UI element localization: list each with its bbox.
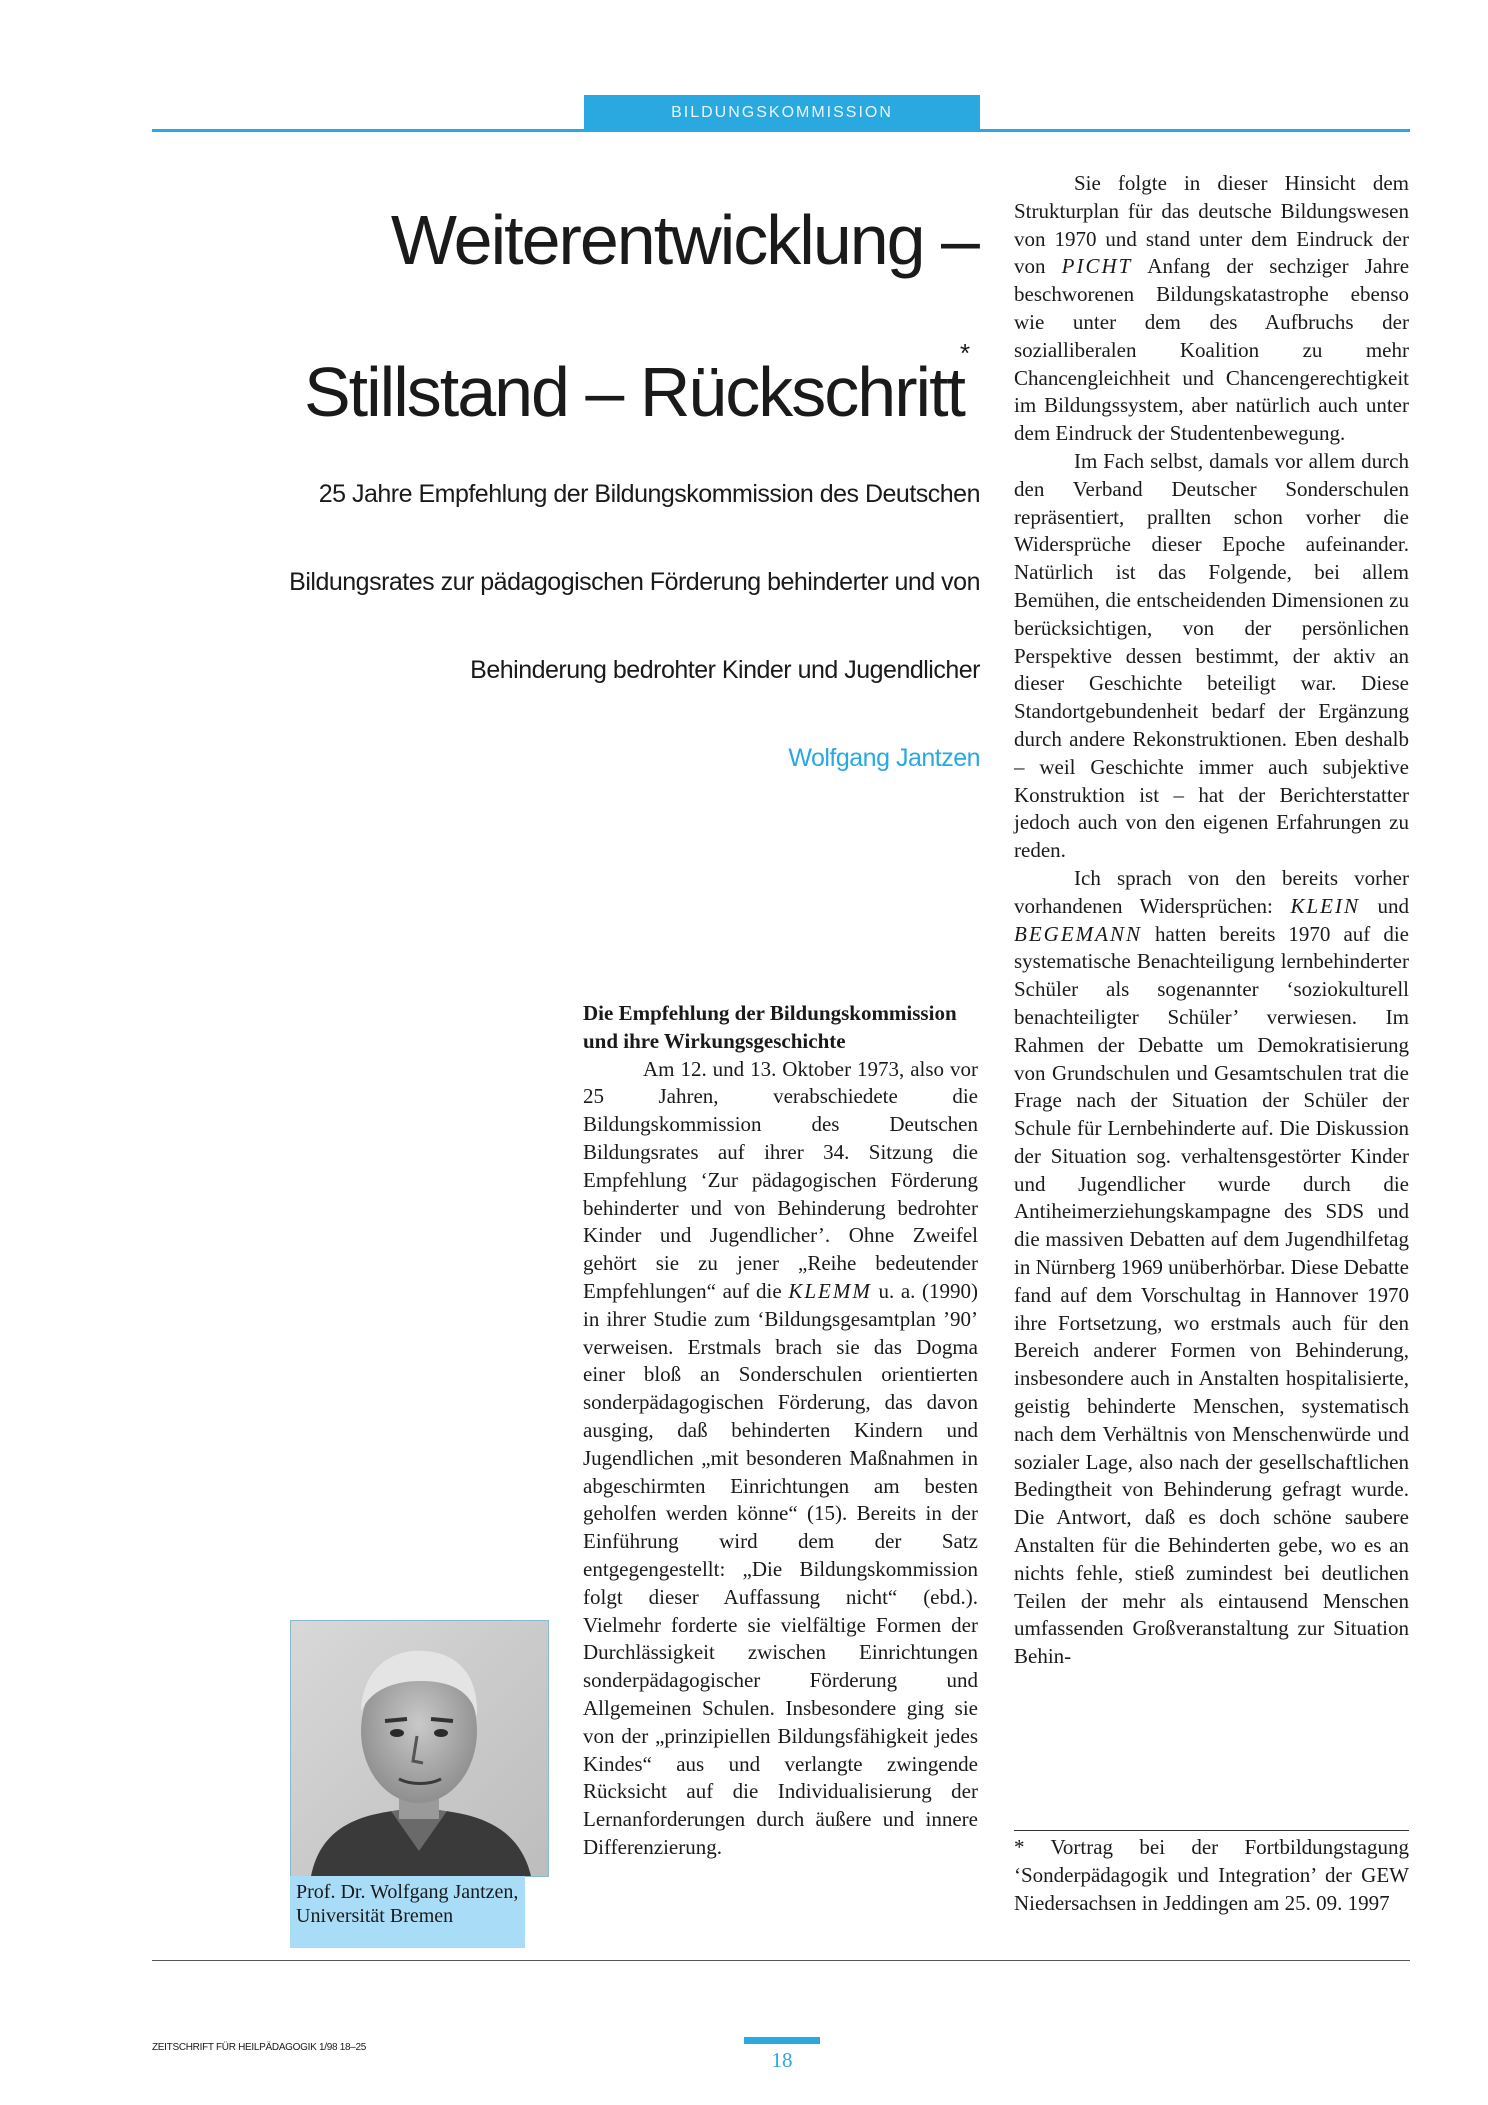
section-heading: Die Empfehlung der Bildungskommission und ihre Wirkungsgeschichte <box>583 1001 957 1053</box>
middle-column <box>583 1000 978 1862</box>
journal-reference: ZEITSCHRIFT FÜR HEILPÄDAGOGIK 1/98 18–25 <box>152 2042 366 2053</box>
paragraph-text: und <box>1377 893 1409 918</box>
author-photo <box>290 1620 549 1877</box>
cited-author: KLEMM <box>788 1278 872 1303</box>
photo-caption-line-2: Universität Bremen <box>296 1905 454 1927</box>
cited-author: PICHT <box>1061 254 1133 279</box>
subtitle-line-3: Behinderung bedrohter Kinder und Jugendlicher <box>470 656 980 684</box>
page-number-bar <box>744 2037 820 2044</box>
author-name: Wolfgang Jantzen <box>788 744 980 772</box>
subtitle-line-2: Bildungsrates zur pädagogischen Förderung behinderter und von <box>289 568 980 596</box>
cited-author: KLEIN <box>1290 893 1360 918</box>
section-header-tab: BILDUNGSKOMMISSION <box>584 95 980 131</box>
paragraph-text: Ich sprach von den bereits vorher vorhandenen Widersprüchen: <box>1014 865 1409 918</box>
paragraph-text: Sie folgte in dieser Hinsicht dem Strukturplan für das deutsche Bildungswesen von 1970 und stand unter dem Eindruck der von <box>1014 171 1409 279</box>
page-number: 18 <box>771 2048 793 2072</box>
paragraph <box>1014 865 1409 1671</box>
paragraph: Im Fach selbst, damals vor allem durch den Verband Deutscher Sonderschulen repräsentiert, prallten schon vorher die Widersprüche dieser Epoche aufeinander. Natürlich ist das Folgende, bei allem Bemühen, die entscheidenden Dimensionen zu berücksichtigen, von der persönlichen Perspektive dessen bestimmt, der aktiv an dieser Geschichte beteiligt war. Diese Standortgebundenheit bedarf der Ergänzung durch andere Rekonstruktionen. Eben deshalb – weil Geschichte immer auch subjektive Konstruktion ist – hat der Berichterstatter jedoch auch von den eigenen Erfahrungen zu reden. <box>1014 448 1409 863</box>
bottom-rule <box>152 1960 1410 1961</box>
photo-caption-line-1: Prof. Dr. Wolfgang Jantzen, <box>296 1881 519 1903</box>
paragraph <box>583 1056 978 1862</box>
paragraph-text: hatten bereits 1970 auf die systematische Benachteiligung lernbehinderter Schüler als sogenannter ‘soziokulturell benachteiligter Schüler’ verwiesen. Im Rahmen der Debatte um Demokratisierung von Grundschulen und Gesamtschulen trat die Frage nach der Situation der Schüler der Schule für Lernbehinderte auf. Die Diskussion der Situation sog. verhaltensgestörter Kinder und Jugendlicher wurde durch die Antiheimerziehungskampagne des SDS und die massiven Debatten auf dem Jugendhilfetag in Nürnberg 1969 unüberhörbar. Diese Debatte fand auf dem Vorschultag in Hannover 1970 ihre Fortsetzung, wo erstmals auch für den Bereich anderer Formen von Behinderung, insbesondere auch in Anstalten hospitalisierte, geistig behinderte Menschen, systematisch nach dem Verhältnis von Menschenwürde und sozialer Lage, also nach der gesellschaftlichen Bedingtheit von Behinderung gefragt wurde. Die Antwort, daß es doch schöne saubere Anstalten für die Behinderten gebe, wo es an nichts fehle, stieß zumindest bei deutlichen Teilen der mehr als eintausend Menschen umfassenden Großveranstaltung zur Situation Behin- <box>1014 921 1410 1669</box>
paragraph <box>1014 170 1409 448</box>
header-rule <box>152 129 1410 132</box>
subtitle-line-1: 25 Jahre Empfehlung der Bildungskommission des Deutschen <box>318 480 980 508</box>
paragraph-text: u. a. (1990) in ihrer Studie zum ‘Bildungsgesamtplan ’90’ verweisen. Erstmals brach sie das Dogma einer bloß an Sonderschulen orientierten sonderpädagogischen Förderung, das davon ausging, daß behinderten Kindern und Jugendlichen „mit besonderen Maßnahmen in abgeschirmten Einrichtungen am besten geholfen werden könne“ (15). Bereits in der Einführung wird dem der Satz entgegengestellt: „Die Bildungskommission folgt dieser Auffassung nicht“ (ebd.). Vielmehr forderte sie vielfältige Formen der Durchlässigkeit zwischen Einrichtungen sonderpädagogischer Förderung und Allgemeinen Schulen. Insbesondere ging sie von der „prinzipiellen Bildungsfähigkeit jedes Kindes“ aus und verlangte zwingende Rücksicht auf die Individualisierung der Lernanforderungen durch äußere und innere Differenzierung. <box>583 1278 979 1859</box>
paragraph-text: Am 12. und 13. Oktober 1973, also vor 25 Jahren, verabschiedete die Bildungskommission des Deutschen Bildungsrates auf ihrer 34. Sitzung die Empfehlung ‘Zur pädagogischen Förderung behinderter und von Behinderung bedrohter Kinder und Jugendlicher’. Ohne Zweifel gehört sie zu jener „Reihe bedeutender Empfehlungen“ auf die <box>583 1056 978 1303</box>
title-line-1: Weiterentwicklung – <box>390 201 978 279</box>
right-column <box>1014 170 1409 1671</box>
paragraph-text: Anfang der sechziger Jahre beschworenen Bildungskatastrophe ebenso wie unter dem des Aufbruchs der sozialliberalen Koalition zu mehr Chancengleichheit und Chancengerechtigkeit im Bildungssystem, aber natürlich auch unter dem Eindruck der Studentenbewegung. <box>1014 254 1410 446</box>
title-footnote-marker: * <box>960 338 971 368</box>
photo-caption <box>290 1876 525 1948</box>
footnote: * Vortrag bei der Fortbildungstagung ‘Sonderpädagogik und Integration’ der GEW Niedersachsen in Jeddingen am 25. 09. 1997 <box>1014 1835 1409 1915</box>
cited-author: BEGEMANN <box>1014 921 1142 946</box>
title-line-2: Stillstand – Rückschritt <box>303 353 964 431</box>
footnote-rule <box>1014 1830 1409 1831</box>
author-portrait-image <box>291 1621 548 1876</box>
